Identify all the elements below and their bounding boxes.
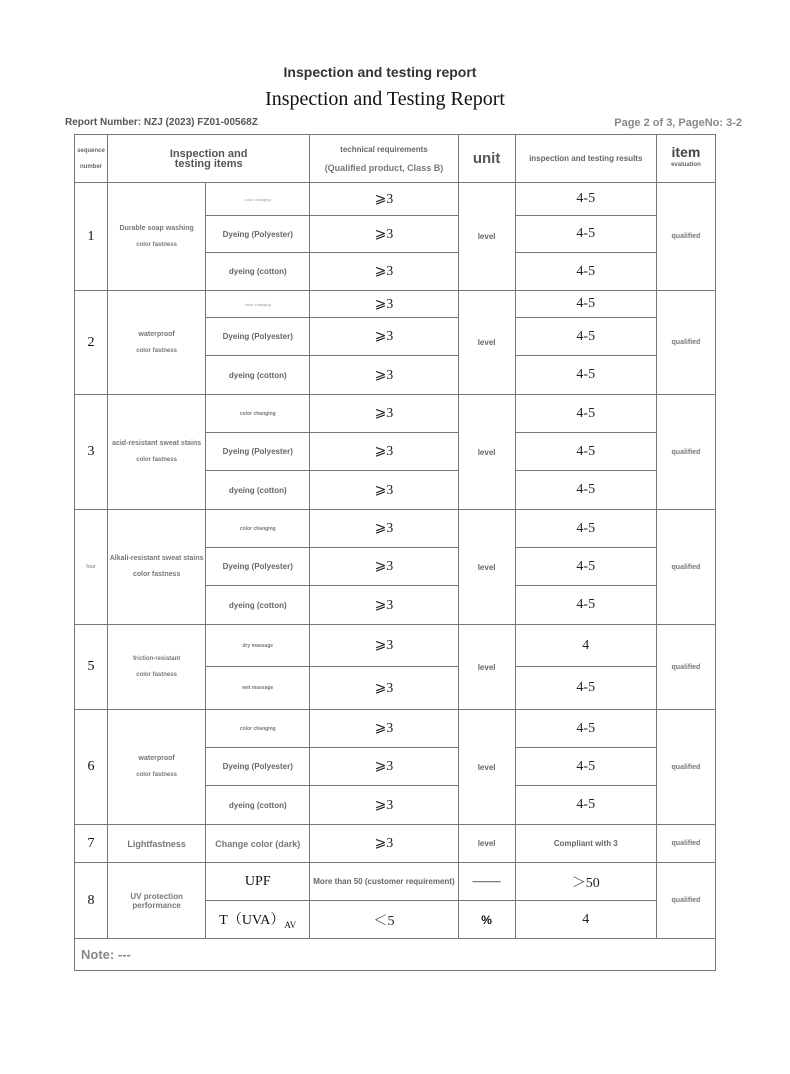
sub-item: dyeing (cotton) (206, 253, 310, 291)
requirement: ⩾3 (310, 318, 458, 356)
table-header-row (75, 135, 716, 183)
note: Note: --- (75, 939, 716, 971)
result: 4-5 (515, 471, 656, 510)
result: 4-5 (515, 786, 656, 825)
requirement: ⩾3 (310, 395, 458, 433)
sub-item: Dyeing (Polyester) (206, 548, 310, 586)
sub-item-uva: $T(UVA)_{AV}$ (206, 901, 310, 939)
result: 4-5 (515, 356, 656, 395)
sub-item: Dyeing (Polyester) (206, 318, 310, 356)
requirement: ⩾3 (310, 748, 458, 786)
unit-2: level (458, 291, 515, 395)
result: 4-5 (515, 548, 656, 586)
header-results: inspection and testing results (515, 135, 656, 183)
unit-uva: % (458, 901, 515, 939)
result: 4-5 (515, 433, 656, 471)
unit-1: level (458, 183, 515, 291)
requirement: ⩾3 (310, 356, 458, 395)
sub-item: Dyeing (Polyester) (206, 216, 310, 253)
result: 4-5 (515, 395, 656, 433)
sub-item: Dyeing (Polyester) (206, 433, 310, 471)
sequence-7: 7 (75, 825, 108, 863)
sub-item: dyeing (cotton) (206, 586, 310, 625)
result: 4-5 (515, 318, 656, 356)
report-title-main: Inspection and Testing Report (265, 88, 505, 110)
item-2: waterproof color fastness (108, 291, 206, 395)
unit-3: level (458, 395, 515, 510)
unit-4: level (458, 510, 515, 625)
header-technical-requirements: technical requirements (Qualified product, Class B) (310, 135, 458, 183)
requirement-uva: ＜5 (310, 901, 458, 939)
requirement: ⩾3 (310, 786, 458, 825)
sequence-1: 1 (75, 183, 108, 291)
sub-item: dyeing (cotton) (206, 356, 310, 395)
result: 4-5 (515, 291, 656, 318)
note-row (75, 939, 716, 971)
result: 4-5 (515, 586, 656, 625)
report-title-top: Inspection and testing report (283, 64, 477, 80)
sequence-5: 5 (75, 625, 108, 710)
sequence-3: 3 (75, 395, 108, 510)
item-1: Durable soap washing color fastness (108, 183, 206, 291)
result: 4-5 (515, 667, 656, 710)
unit-6: level (458, 710, 515, 825)
page-number: Page 2 of 3, PageNo: 3-2 (614, 117, 742, 129)
result: 4-5 (515, 183, 656, 216)
table-row (75, 395, 716, 433)
requirement: ⩾3 (310, 471, 458, 510)
sub-item-upf: UPF (206, 863, 310, 901)
evaluation-7: qualified (656, 825, 715, 863)
unit-upf: —— (458, 863, 515, 901)
sub-item: color changing (206, 395, 310, 433)
sub-item: dyeing (cotton) (206, 786, 310, 825)
evaluation-3: qualified (656, 395, 715, 510)
table-row (75, 625, 716, 667)
requirement: ⩾3 (310, 548, 458, 586)
evaluation-1: qualified (656, 183, 715, 291)
table-row (75, 183, 716, 216)
table-row (75, 510, 716, 548)
requirement: ⩾3 (310, 825, 458, 863)
result: 4-5 (515, 710, 656, 748)
evaluation-8: qualified (656, 863, 715, 939)
item-4: Alkali-resistant sweat stains color fastness (108, 510, 206, 625)
result: Compliant with 3 (515, 825, 656, 863)
requirement: ⩾3 (310, 625, 458, 667)
result-upf: ＞50 (515, 863, 656, 901)
requirement: ⩾3 (310, 216, 458, 253)
requirement: ⩾3 (310, 433, 458, 471)
table-row (75, 825, 716, 863)
table-row (75, 291, 716, 318)
sub-item: color changing (206, 710, 310, 748)
requirement: ⩾3 (310, 586, 458, 625)
sequence-4: four (75, 510, 108, 625)
report-number: Report Number: NZJ (2023) FZ01-00568Z (65, 117, 258, 128)
sub-item: dyeing (cotton) (206, 471, 310, 510)
item-8: UV protection performance (108, 863, 206, 939)
result: 4 (515, 625, 656, 667)
sub-item: color changing (206, 183, 310, 216)
evaluation-2: qualified (656, 291, 715, 395)
result: 4-5 (515, 253, 656, 291)
sub-item: Change color (dark) (206, 825, 310, 863)
unit-5: level (458, 625, 515, 710)
sequence-6: 6 (75, 710, 108, 825)
item-6: waterproof color fastness (108, 710, 206, 825)
evaluation-6: qualified (656, 710, 715, 825)
requirement: ⩾3 (310, 510, 458, 548)
evaluation-4: qualified (656, 510, 715, 625)
requirement: ⩾3 (310, 291, 458, 318)
item-7: Lightfastness (108, 825, 206, 863)
unit-7: level (458, 825, 515, 863)
header-sequence: sequence number (75, 135, 108, 183)
header-items: Inspection and testing items (108, 135, 310, 183)
requirement: ⩾3 (310, 667, 458, 710)
sub-item: color changing (206, 510, 310, 548)
requirement: ⩾3 (310, 253, 458, 291)
result: 4-5 (515, 510, 656, 548)
requirement: ⩾3 (310, 710, 458, 748)
evaluation-5: qualified (656, 625, 715, 710)
sequence-8: 8 (75, 863, 108, 939)
results-table (74, 134, 716, 971)
sequence-2: 2 (75, 291, 108, 395)
item-3: acid-resistant sweat stains color fastness (108, 395, 206, 510)
sub-item: color changing (206, 291, 310, 318)
requirement-upf: More than 50 (customer requirement) (310, 863, 458, 901)
result: 4-5 (515, 748, 656, 786)
result: 4-5 (515, 216, 656, 253)
sub-item: dry massage (206, 625, 310, 667)
item-5: friction-resistant color fastness (108, 625, 206, 710)
sub-item: wet massage (206, 667, 310, 710)
result-uva: 4 (515, 901, 656, 939)
header-evaluation: item evaluation (656, 135, 715, 183)
header-unit: unit (458, 135, 515, 183)
table-row (75, 863, 716, 901)
table-row (75, 710, 716, 748)
sub-item: Dyeing (Polyester) (206, 748, 310, 786)
requirement: ⩾3 (310, 183, 458, 216)
